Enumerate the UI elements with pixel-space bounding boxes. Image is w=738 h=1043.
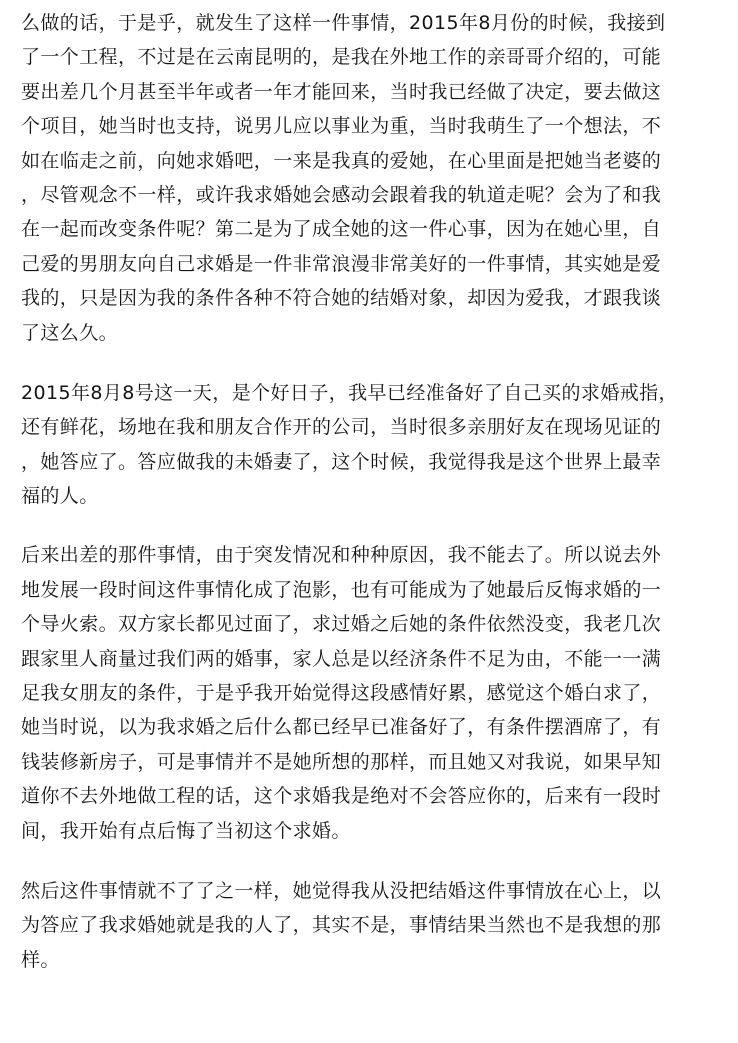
text-line: 个项目，她当时也支持，说男儿应以事业为重，当时我萌生了一个想法，不 <box>21 115 662 138</box>
text-line: 道你不去外地做工程的话，这个求婚我是绝对不会答应你的，后来有一段时 <box>21 785 662 808</box>
text-line: 要出差几个月甚至半年或者一年才能回来，当时我已经做了决定，要去做这 <box>21 80 662 103</box>
text-line: 福的人。 <box>21 485 99 508</box>
text-line: 个导火索。双方家长都见过面了，求过婚之后她的条件依然没变，我老几次 <box>21 613 662 636</box>
paragraph-2 <box>21 376 722 514</box>
text-line: 间，我开始有点后悔了当初这个求婚。 <box>21 819 351 842</box>
text-line: 2015年8月8号这一天，是个好日子，我早已经准备好了自己买的求婚戒指， <box>21 381 678 404</box>
text-line: 为答应了我求婚她就是我的人了，其实不是，事情结果当然也不是我想的那 <box>21 914 662 937</box>
paragraph-1 <box>21 6 722 350</box>
paragraph-3 <box>21 538 722 848</box>
text-line: 足我女朋友的条件，于是乎我开始觉得这段感情好累，感觉这个婚白求了， <box>21 682 662 705</box>
text-line: 她当时说，以为我求婚之后什么都已经早已准备好了，有条件摆酒席了，有 <box>21 716 662 739</box>
text-line: 后来出差的那件事情，由于突发情况和种种原因，我不能去了。所以说去外 <box>21 544 662 567</box>
text-line: 了这么久。 <box>21 321 119 344</box>
text-line: ，尽管观念不一样，或许我求婚她会感动会跟着我的轨道走呢？会为了和我 <box>21 183 662 206</box>
text-line: 如在临走之前，向她求婚吧，一来是我真的爱她，在心里面是把她当老婆的 <box>21 149 662 172</box>
text-line: 么做的话，于是乎，就发生了这样一件事情，2015年8月份的时候，我接到 <box>21 12 666 34</box>
text-line: 然后这件事情就不了了之一样，她觉得我从没把结婚这件事情放在心上，以 <box>21 879 662 902</box>
text-line: 了一个工程，不过是在云南昆明的，是我在外地工作的亲哥哥介绍的，可能 <box>21 46 662 69</box>
text-line: 在一起而改变条件呢？第二是为了成全她的这一件心事，因为在她心里，自 <box>21 218 662 241</box>
text-line: 己爱的男朋友向自己求婚是一件非常浪漫非常美好的一件事情，其实她是爱 <box>21 252 662 275</box>
text-line: 钱装修新房子，可是事情并不是她所想的那样，而且她又对我说，如果早知 <box>21 750 662 773</box>
text-line: 样。 <box>21 948 60 971</box>
text-line: 跟家里人商量过我们两的婚事，家人总是以经济条件不足为由，不能一一满 <box>21 647 662 670</box>
text-line: 地发展一段时间这件事情化成了泡影，也有可能成为了她最后反悔求婚的一 <box>21 578 662 601</box>
text-line: 还有鲜花，场地在我和朋友合作开的公司，当时很多亲朋好友在现场见证的 <box>21 416 662 439</box>
paragraph-4 <box>21 874 722 977</box>
text-line: ，她答应了。答应做我的未婚妻了，这个时候，我觉得我是这个世界上最幸 <box>21 450 662 473</box>
text-line: 我的，只是因为我的条件各种不符合她的结婚对象，却因为爱我，才跟我谈 <box>21 287 662 310</box>
